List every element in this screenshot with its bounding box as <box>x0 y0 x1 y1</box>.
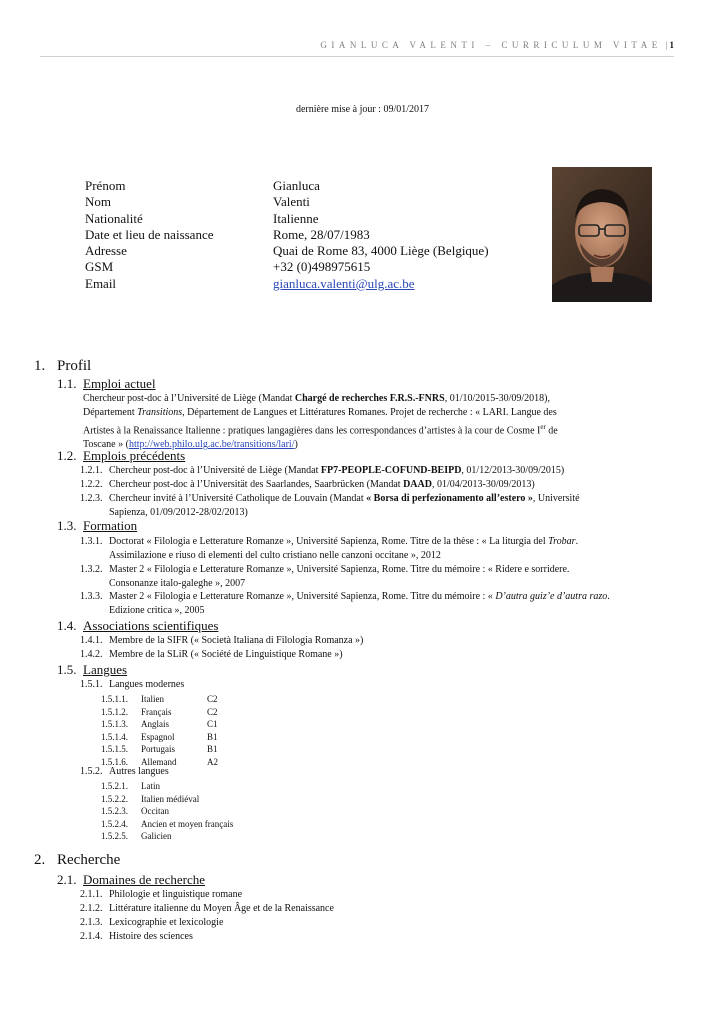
identity-row-email <box>85 276 489 292</box>
list-item: 1.5.1.1. Italien C2 <box>101 694 218 704</box>
list-item: 1.5.2.4. Ancien et moyen français <box>101 818 234 829</box>
list-item: 1.5.1.2. Français C2 <box>101 706 218 717</box>
last-update: dernière mise à jour : 09/01/2017 <box>295 104 430 115</box>
section-number: 1. <box>34 358 46 374</box>
subsection-associations: 1.4. Associations scientifiques <box>57 618 219 633</box>
identity-value: Italienne <box>273 210 319 226</box>
identity-label: Email <box>85 275 117 291</box>
identity-row-gsm <box>85 259 489 275</box>
section-title: Recherche <box>57 852 121 868</box>
identity-value: Valenti <box>273 194 310 210</box>
profile-photo <box>552 167 652 302</box>
subsection-title: Emploi actuel <box>83 376 156 391</box>
language-list-other <box>101 780 233 843</box>
running-title: GIANLUCA VALENTI – CURRICULUM VITAE <box>320 40 662 50</box>
portrait-illustration <box>552 167 652 302</box>
section-title: Profil <box>57 358 92 374</box>
identity-value: Quai de Rome 83, 4000 Liège (Belgique) <box>273 243 489 259</box>
section-number: 2. <box>34 852 46 868</box>
subsection-title: Emplois précédents <box>83 448 186 463</box>
email-link[interactable]: gianluca.valenti@ulg.ac.be <box>273 275 415 291</box>
identity-row-naissance <box>85 227 489 243</box>
header-divider <box>40 56 674 57</box>
identity-row-adresse <box>85 243 489 259</box>
identity-label: Date et lieu de naissance <box>85 226 214 242</box>
identity-row-prenom <box>85 178 489 194</box>
subsection-emploi-actuel: 1.1. Emploi actuel <box>57 376 156 391</box>
identity-row-nationalite <box>85 211 489 227</box>
list-item: 1.5.1.3. Anglais C1 <box>101 719 218 730</box>
subsection-title: Domaines de recherche <box>83 872 205 887</box>
project-link[interactable]: http://web.philo.ulg.ac.be/transitions/lari/ <box>128 439 295 451</box>
list-item: 1.5.2.3. Occitan <box>101 806 169 817</box>
emploi-actuel-text: Chercheur post-doc à l’Université de Liège (Mandat Chargé de recherches F.R.S.-FNRS, 01/10/2015-30/09/2018), Département Transitions, Département de Langues et Littératures Romanes. Projet de recherche : « LARI. Langue des Artistes à la Renaissance Italienne : pratiques langagières dans les correspondances d’artistes à la cour de Cosme Ier de Toscane » (http://web.philo.ulg.ac.be/transitions/lari/) <box>83 393 558 451</box>
identity-value: Gianluca <box>273 178 320 193</box>
identity-label: Adresse <box>85 243 127 259</box>
identity-value: Rome, 28/07/1983 <box>273 226 370 242</box>
list-item: 1.5.1.5. Portugais B1 <box>101 744 218 755</box>
identity-row-nom <box>85 194 489 210</box>
subsection-domaines: 2.1. Domaines de recherche <box>57 872 205 887</box>
language-list-modern <box>101 693 218 769</box>
list-item: 1.5.2.5. Galicien <box>101 831 172 842</box>
identity-label: GSM <box>85 259 114 275</box>
identity-label: Nom <box>85 194 111 210</box>
subsection-langues: 1.5. Langues <box>57 662 128 677</box>
subsection-title: Associations scientifiques <box>83 618 219 633</box>
identity-value: +32 (0)498975615 <box>273 259 371 275</box>
identity-label: Prénom <box>85 178 126 193</box>
list-item: 1.5.1.4. Espagnol B1 <box>101 731 218 742</box>
page-number: 1 <box>669 40 674 50</box>
running-header: GIANLUCA VALENTI – CURRICULUM VITAE | 1 <box>320 40 674 50</box>
subsection-title: Langues <box>83 662 128 677</box>
subsection-emplois-precedents: 1.2. Emplois précédents <box>57 448 186 463</box>
list-item: 1.5.1.6. Allemand A2 <box>101 756 218 767</box>
list-item: 1.5.2.1. Latin <box>101 781 160 791</box>
list-item: 1.5.2.2. Italien médiéval <box>101 793 200 804</box>
identity-label: Nationalité <box>85 210 143 226</box>
subsection-title: Formation <box>83 518 138 533</box>
identity-table <box>85 178 489 292</box>
subsection-formation: 1.3. Formation <box>57 518 138 533</box>
